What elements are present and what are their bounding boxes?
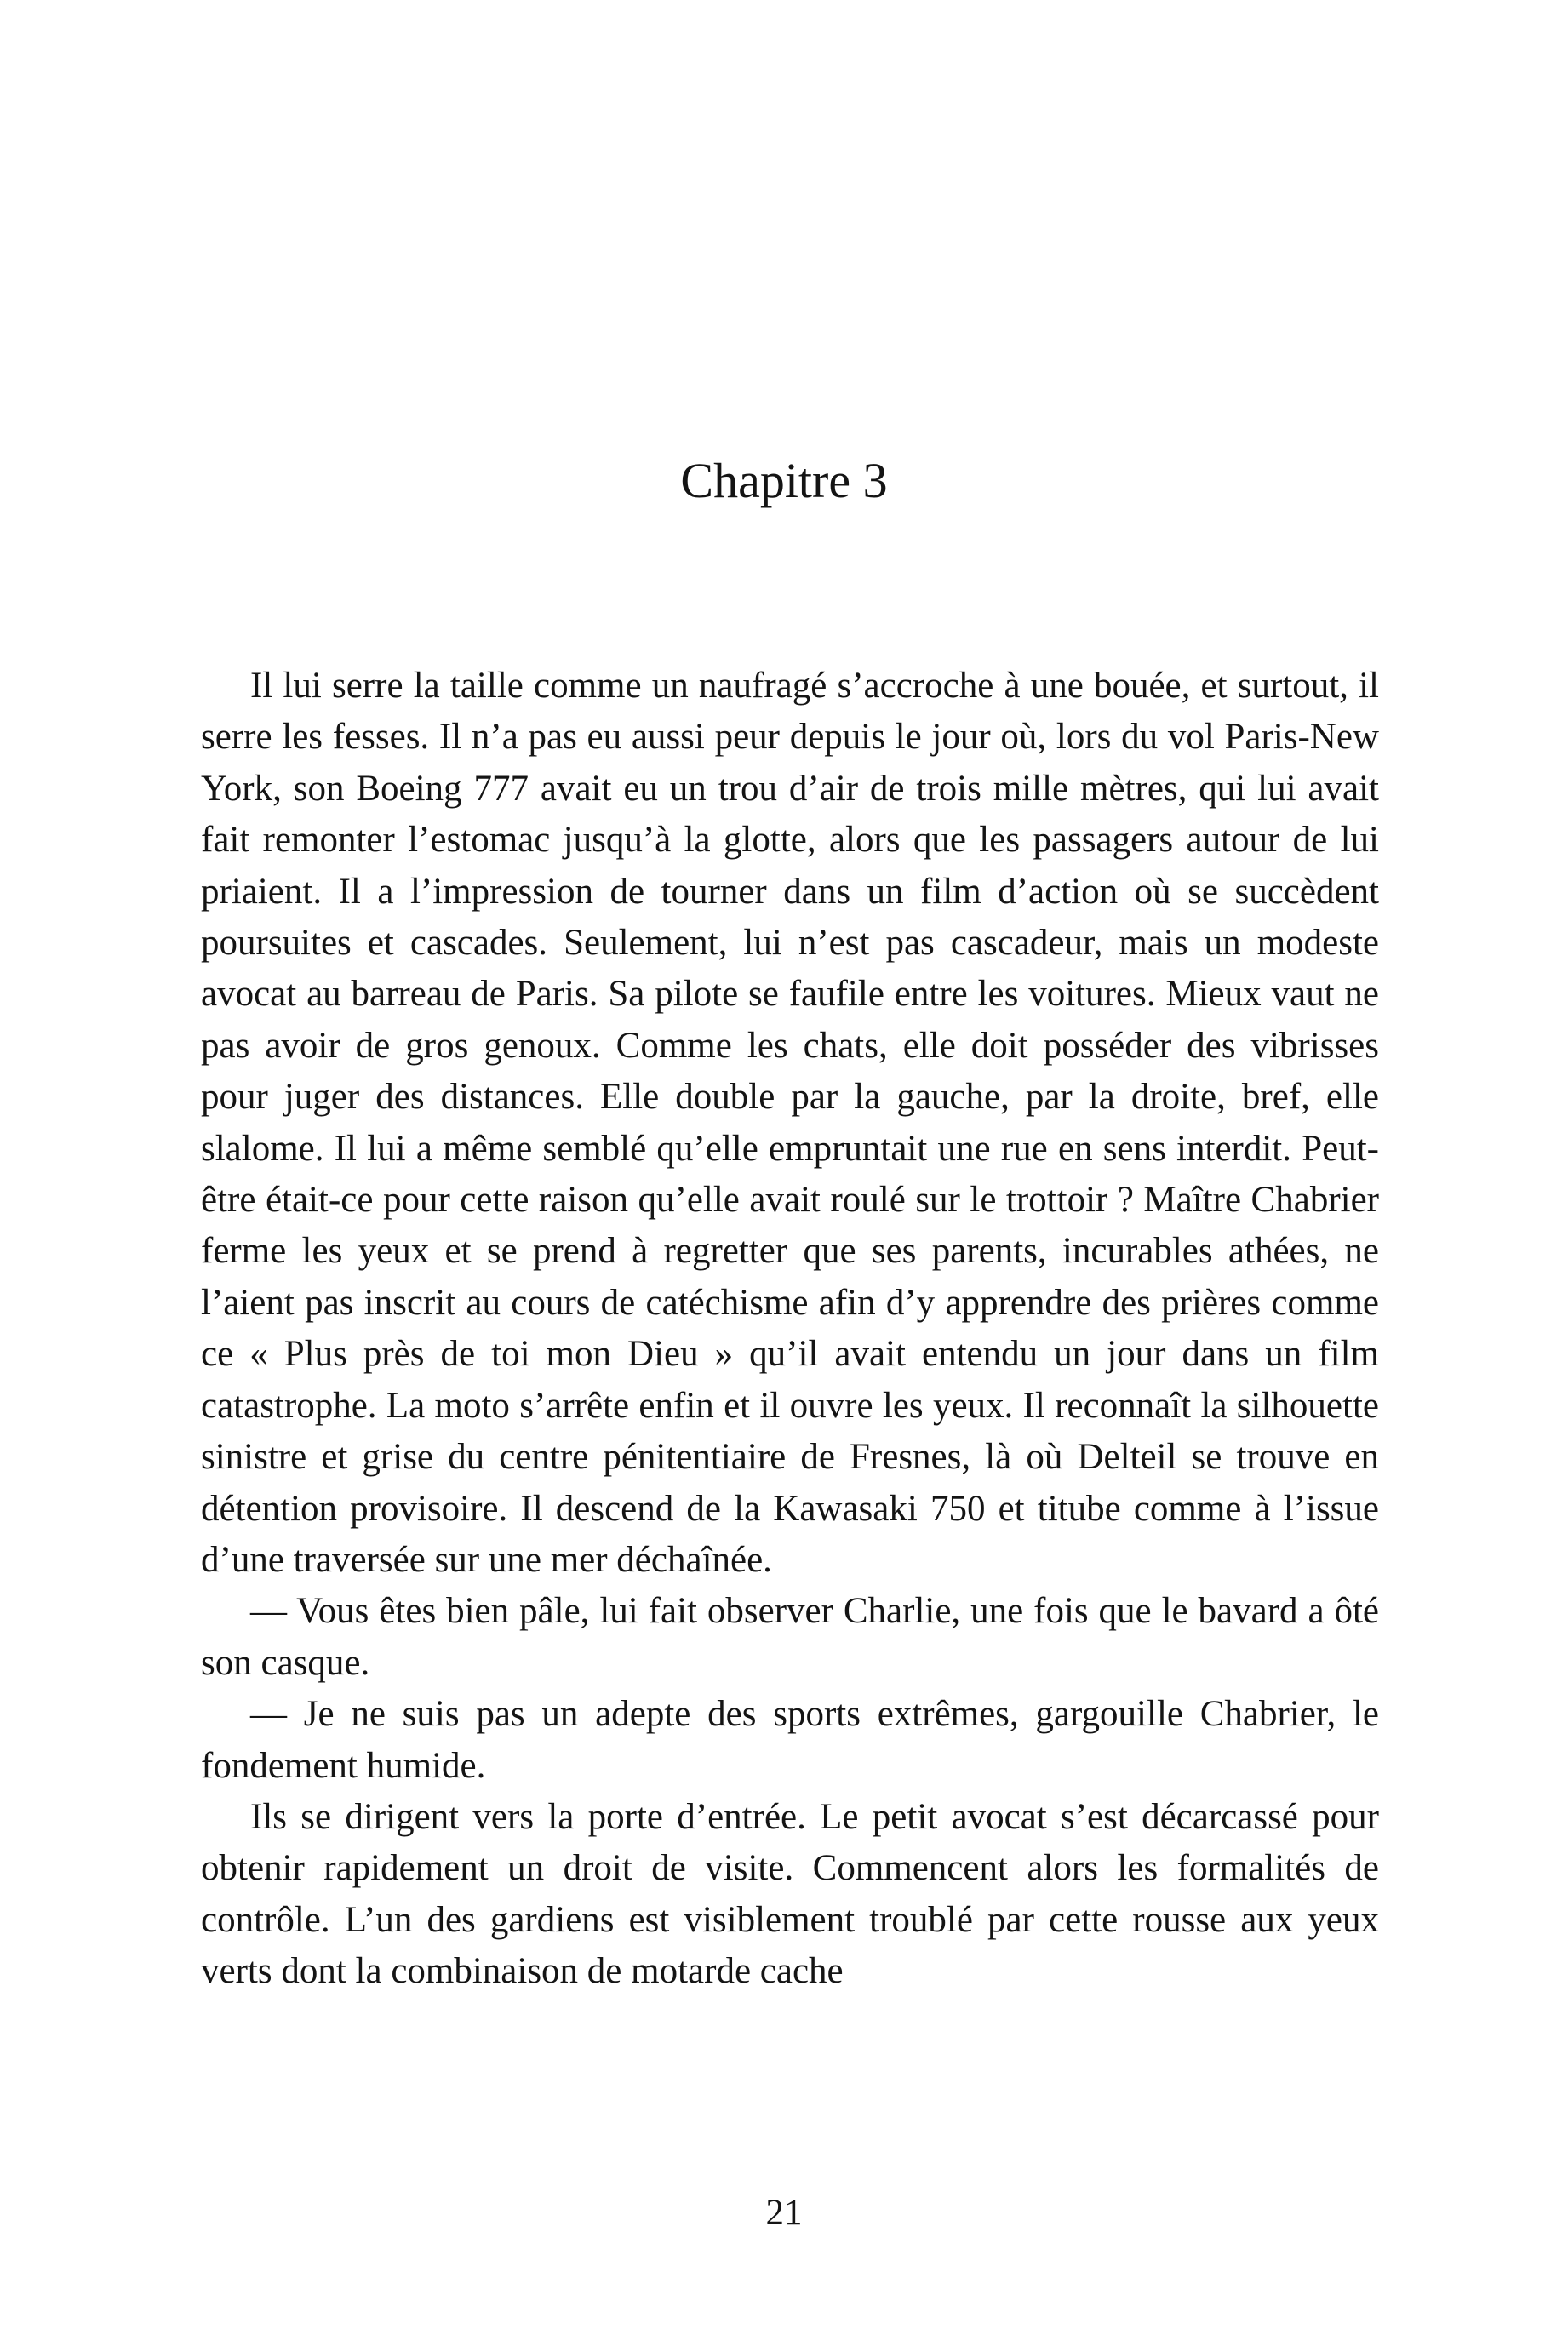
chapter-body xyxy=(201,661,1379,1998)
paragraph-narration-1: Il lui serre la taille comme un naufragé s’accroche à une bouée, et surtout, il serre les fesses. Il n’a pas eu aussi peur depuis le jour où, lors du vol Paris-New York, son Boeing 777 avait eu un trou d’air de trois mille mètres, qui lui avait fait remonter l’estomac jusqu’à la glotte, alors que les passagers autour de lui priaient. Il a l’impression de tourner dans un film d’action où se succèdent poursuites et cascades. Seulement, lui n’est pas cascadeur, mais un modeste avocat au barreau de Paris. Sa pilote se faufile entre les voitures. Mieux vaut ne pas avoir de gros genoux. Comme les chats, elle doit posséder des vibrisses pour juger des distances. Elle double par la gauche, par la droite, bref, elle slalome. Il lui a même semblé qu’elle empruntait une rue en sens interdit. Peut-être était-ce pour cette raison qu’elle avait roulé sur le trottoir ? Maître Chabrier ferme les yeux et se prend à regretter que ses parents, incurables athées, ne l’aient pas inscrit au cours de catéchisme afin d’y apprendre des prières comme ce « Plus près de toi mon Dieu » qu’il avait entendu un jour dans un film catastrophe. La moto s’arrête enfin et il ouvre les yeux. Il reconnaît la silhouette sinistre et grise du centre pénitentiaire de Fresnes, là où Delteil se trouve en détention provisoire. Il descend de la Kawasaki 750 et titube comme à l’issue d’une traversée sur une mer déchaînée. xyxy=(201,666,1379,1580)
paragraph-narration-2: Ils se dirigent vers la porte d’entrée. Le petit avocat s’est décarcassé pour obtenir rapidement un droit de visite. Commencent alors les formalités de contrôle. L’un des gardiens est visiblement troublé par cette rousse aux yeux verts dont la combinaison de motarde cache xyxy=(201,1796,1379,1992)
paragraph-dialogue-chabrier: — Je ne suis pas un adepte des sports extrêmes, gargouille Chabrier, le fondement humide. xyxy=(201,1694,1379,1786)
chapter-title: Chapitre 3 xyxy=(680,453,888,508)
paragraph-dialogue-charlie: — Vous êtes bien pâle, lui fait observer Charlie, une fois que le bavard a ôté son casque. xyxy=(201,1591,1379,1683)
page-number: 21 xyxy=(765,2193,803,2233)
